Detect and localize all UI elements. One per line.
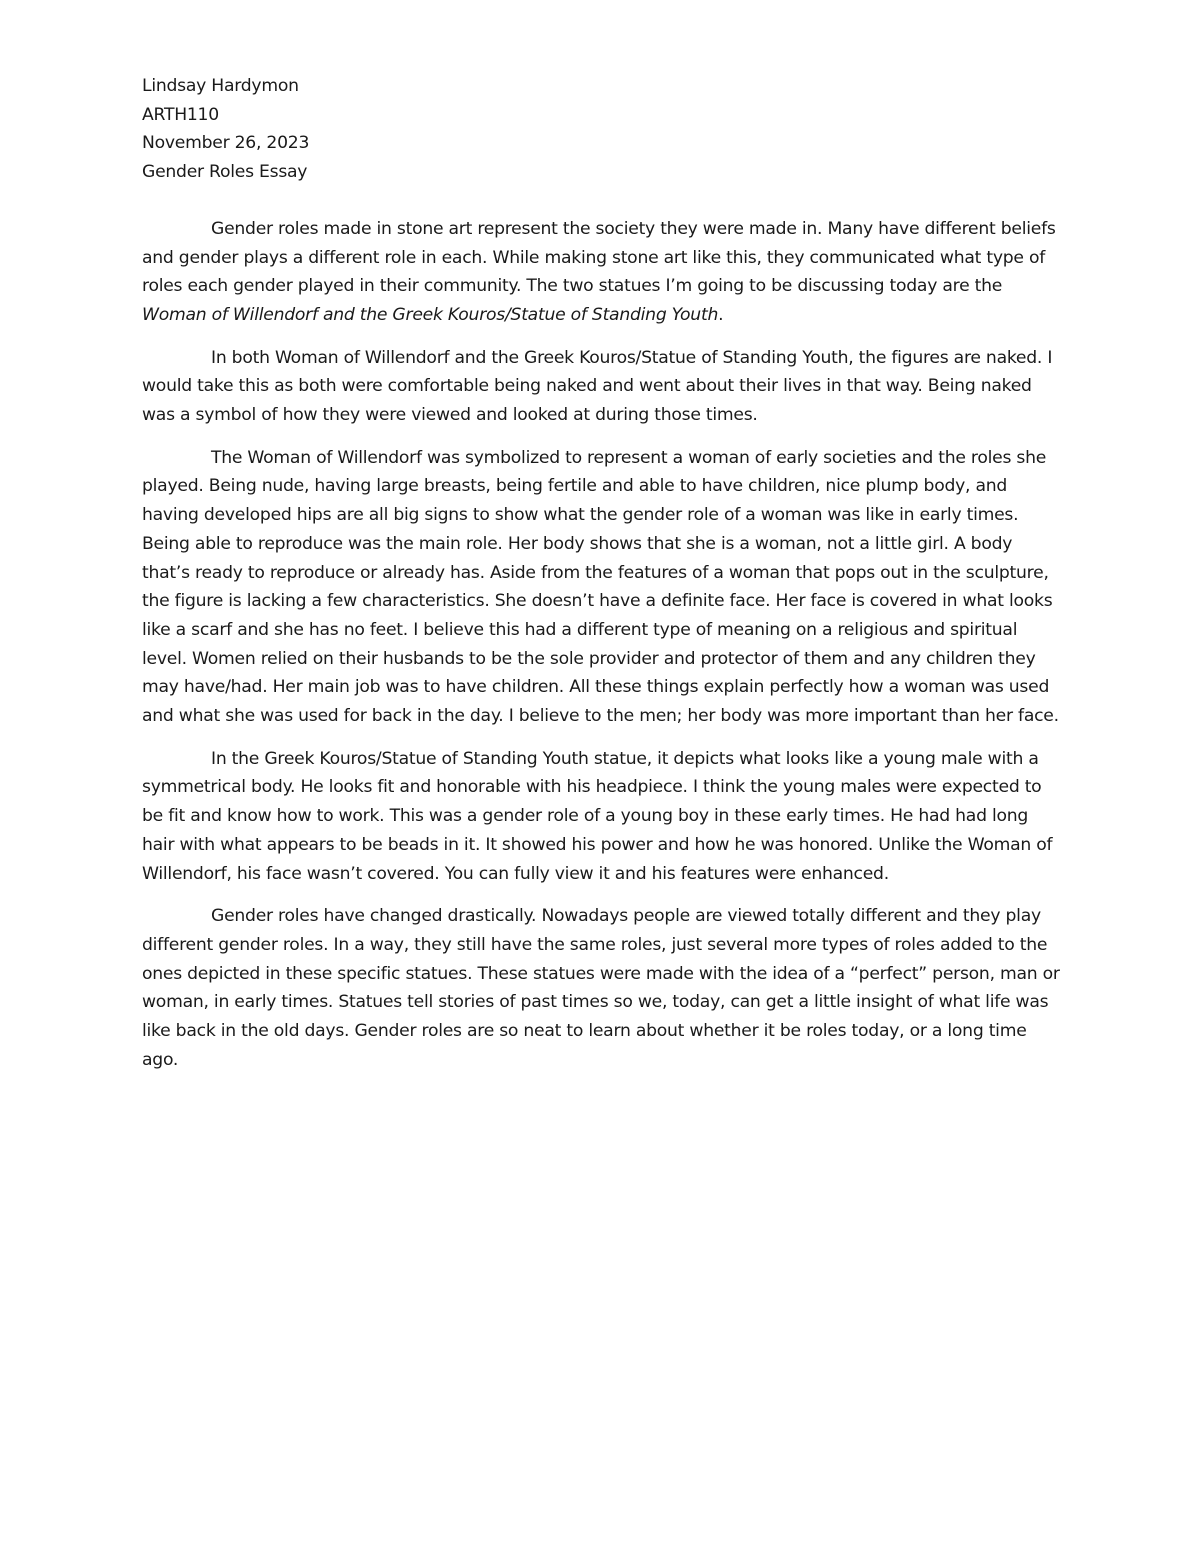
paragraph-willendorf: The Woman of Willendorf was symbolized to represent a woman of early societies and the roles she played. Being nude, having large breasts, being fertile and able to have children, nice plump body, and having developed hips are all big signs to show what the gender role of a woman was like in early times. Being able to reproduce was the main role. Her body shows that she is a woman, not a little girl. A body that’s ready to reproduce or already has. Aside from the features of a woman that pops out in the sculpture, the figure is lacking a few characteristics. She doesn’t have a definite face. Her face is covered in what looks like a scarf and she has no feet. I believe this had a different type of meaning on a religious and spiritual level. Women relied on their husbands to be the sole provider and protector of them and any children they may have/had. Her main job was to have children. All these things explain perfectly how a woman was used and what she was used for back in the day. I believe to the men; her body was more important than her face. [142,447,1059,727]
essay-date: November 26, 2023 [142,133,310,154]
paragraph-intro [142,215,1062,330]
paragraph-text: Gender roles made in stone art represent the society they were made in. Many have different beliefs and gender plays a different role in each. While making stone art like this, they communicated what type of roles each gender played in their community. The two statues I’m going to be discussing today are the [142,218,1056,297]
paragraph-tail: . [718,304,724,325]
paragraph-kouros: In the Greek Kouros/Statue of Standing Youth statue, it depicts what looks like a young male with a symmetrical body. He looks fit and honorable with his headpiece. I think the young males were expected to be fit and know how to work. This was a gender role of a young boy in these early times. He had had long hair with what appears to be beads in it. It showed his power and how he was honored. Unlike the Woman of Willendorf, his face wasn’t covered. You can fully view it and his features were enhanced. [142,748,1053,884]
essay-title: Gender Roles Essay [142,162,308,183]
essay-body [142,72,1062,1089]
paragraph-nakedness: In both Woman of Willendorf and the Greek Kouros/Statue of Standing Youth, the figures are naked. I would take this as both were comfortable being naked and went about their lives in that way. Being naked was a symbol of how they were viewed and looked at during those times. [142,347,1053,426]
author-name: Lindsay Hardymon [142,76,299,96]
paragraph-conclusion: Gender roles have changed drastically. Nowadays people are viewed totally different and they play different gender roles. In a way, they still have the same roles, just several more types of roles added to the ones depicted in these specific statues. These statues were made with the idea of a “perfect” person, man or woman, in early times. Statues tell stories of past times so we, today, can get a little insight of what life was like back in the old days. Gender roles are so neat to learn about whether it be roles today, or a long time ago. [142,906,1060,1070]
course-code: ARTH110 [142,104,219,125]
essay-header [142,72,1062,187]
statue-names-italic: Woman of Willendorf and the Greek Kouros/Statue of Standing Youth [142,304,719,325]
